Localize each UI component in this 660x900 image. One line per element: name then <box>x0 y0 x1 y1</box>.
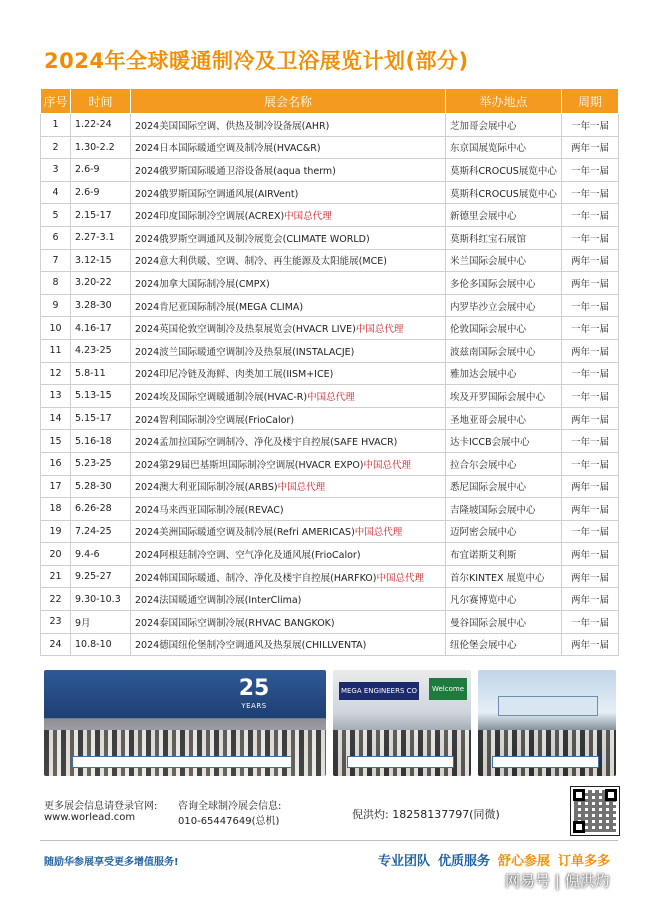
cell-cycle: 一年一届 <box>562 611 619 634</box>
exhibition-name: 2024英国伦敦空调制冷及热泵展览会(HVACR LIVE) <box>135 324 356 336</box>
cell-venue: 悉尼国际会展中心 <box>446 475 562 498</box>
exhibition-name: 2024肯尼亚国际制冷展(MEGA CLIMA) <box>135 301 304 313</box>
cell-date: 6.26-28 <box>71 498 131 521</box>
cell-name <box>131 475 446 498</box>
main-phone: 010-65447649(总机) <box>178 816 280 827</box>
billboard <box>498 696 598 716</box>
exhibition-name: 2024俄罗斯国际暖通卫浴设备展(aqua therm) <box>135 165 336 177</box>
cell-venue: 伦敦国际会展中心 <box>446 317 562 340</box>
exhibition-name: 2024智利国际制冷空调展(FrioCalor) <box>135 414 295 426</box>
cell-no: 10 <box>41 317 71 340</box>
cell-date: 9.25-27 <box>71 565 131 588</box>
slogan-item: 专业团队 <box>378 854 431 869</box>
cell-date: 2.6-9 <box>71 181 131 204</box>
table-row <box>41 362 619 385</box>
cell-no: 15 <box>41 430 71 453</box>
exhibition-name: 2024美洲国际暖通空调及制冷展(Refri AMERICAS) <box>135 527 355 539</box>
cell-no: 13 <box>41 385 71 408</box>
exhibition-name: 2024埃及国际空调暖通制冷展(HVAC-R) <box>135 391 308 403</box>
exhibition-name: 2024印度国际制冷空调展(ACREX) <box>135 211 285 223</box>
table-header-row <box>41 89 619 114</box>
table-row <box>41 114 619 137</box>
page-title: 2024年全球暖通制冷及卫浴展览计划(部分) <box>44 49 469 73</box>
header-date: 时间 <box>71 89 131 114</box>
cell-no: 1 <box>41 114 71 137</box>
cell-venue: 纽伦堡会展中心 <box>446 633 562 656</box>
table-row <box>41 339 619 362</box>
cell-no: 24 <box>41 633 71 656</box>
exhibition-name: 2024泰国国际空调制冷展(RHVAC BANGKOK) <box>135 617 335 629</box>
agent-badge: 中国总代理 <box>363 459 412 471</box>
photo-booth-group <box>333 670 471 776</box>
cell-name <box>131 565 446 588</box>
table-row <box>41 430 619 453</box>
cell-name <box>131 114 446 137</box>
table-row <box>41 407 619 430</box>
cell-name <box>131 498 446 521</box>
table-body <box>41 114 619 656</box>
exhibition-name: 2024加拿大国际制冷展(CMPX) <box>135 278 270 290</box>
cell-venue: 内罗毕沙立会展中心 <box>446 294 562 317</box>
table-row <box>41 159 619 182</box>
cell-cycle: 一年一届 <box>562 204 619 227</box>
cell-no: 21 <box>41 565 71 588</box>
cell-date: 9.30-10.3 <box>71 588 131 611</box>
cell-cycle: 一年一届 <box>562 159 619 182</box>
table-row <box>41 181 619 204</box>
header-name: 展会名称 <box>131 89 446 114</box>
cell-name <box>131 520 446 543</box>
cell-no: 2 <box>41 136 71 159</box>
cell-cycle: 一年一届 <box>562 317 619 340</box>
cell-no: 3 <box>41 159 71 182</box>
cell-venue: 达卡ICCB会展中心 <box>446 430 562 453</box>
cell-date: 5.13-15 <box>71 385 131 408</box>
consult-label: 咨询全球制冷展会信息: <box>178 801 282 812</box>
cell-name <box>131 159 446 182</box>
cell-cycle: 两年一届 <box>562 565 619 588</box>
agent-badge: 中国总代理 <box>284 211 332 223</box>
cell-name <box>131 362 446 385</box>
cell-date: 2.27-3.1 <box>71 226 131 249</box>
cell-date: 1.30-2.2 <box>71 136 131 159</box>
cell-venue: 首尔KINTEX 展览中心 <box>446 565 562 588</box>
cell-cycle: 两年一届 <box>562 633 619 656</box>
footer-slogans <box>378 850 618 869</box>
cell-no: 9 <box>41 294 71 317</box>
website-link[interactable]: www.worlead.com <box>44 812 136 823</box>
cell-cycle: 一年一届 <box>562 226 619 249</box>
cell-date: 7.24-25 <box>71 520 131 543</box>
cell-cycle: 一年一届 <box>562 452 619 475</box>
cell-no: 4 <box>41 181 71 204</box>
cell-venue: 波兹南国际会展中心 <box>446 339 562 362</box>
cell-cycle: 两年一届 <box>562 136 619 159</box>
cell-cycle: 两年一届 <box>562 475 619 498</box>
table-row <box>41 317 619 340</box>
cell-date: 10.8-10 <box>71 633 131 656</box>
footer-tagline: 随励华参展享受更多增值服务! <box>44 857 179 868</box>
cell-cycle: 两年一届 <box>562 272 619 295</box>
cell-no: 19 <box>41 520 71 543</box>
cell-venue: 埃及开罗国际会展中心 <box>446 385 562 408</box>
cell-date: 9.4-6 <box>71 543 131 566</box>
cell-venue: 新德里会展中心 <box>446 204 562 227</box>
agent-badge: 中国总代理 <box>307 391 355 403</box>
contact-person-phone: 倪洪灼: 18258137797(同微) <box>352 808 500 821</box>
table-row <box>41 543 619 566</box>
cell-date: 2.15-17 <box>71 204 131 227</box>
slogan-item: 订单多多 <box>558 854 611 869</box>
table-row <box>41 452 619 475</box>
more-info-label: 更多展会信息请登录官网: <box>44 801 158 812</box>
exhibition-name: 2024印尼冷链及海鲜、肉类加工展(IISM+ICE) <box>135 369 334 381</box>
cell-no: 6 <box>41 226 71 249</box>
agent-badge: 中国总代理 <box>354 527 403 539</box>
cell-cycle: 一年一届 <box>562 385 619 408</box>
cell-name <box>131 588 446 611</box>
table-row <box>41 520 619 543</box>
exhibition-name: 2024孟加拉国际空调制冷、净化及楼宇自控展(SAFE HVACR) <box>135 437 398 449</box>
table-row <box>41 498 619 521</box>
exhibition-name: 2024波兰国际暖通空调制冷及热泵展(INSTALACJE) <box>135 346 355 358</box>
exhibition-name: 2024第29届巴基斯坦国际制冷空调展(HVACR EXPO) <box>135 459 364 471</box>
cell-cycle: 两年一届 <box>562 498 619 521</box>
cell-name <box>131 294 446 317</box>
exhibition-name: 2024阿根廷制冷空调、空气净化及通风展(FrioCalor) <box>135 550 361 562</box>
cell-venue: 曼谷国际会展中心 <box>446 611 562 634</box>
cell-cycle: 一年一届 <box>562 520 619 543</box>
cell-no: 17 <box>41 475 71 498</box>
cell-cycle: 两年一届 <box>562 407 619 430</box>
cell-no: 23 <box>41 611 71 634</box>
table-row <box>41 588 619 611</box>
cell-no: 11 <box>41 339 71 362</box>
agent-badge: 中国总代理 <box>277 482 326 494</box>
photo-team-group <box>478 670 616 776</box>
cell-venue: 芝加哥会展中心 <box>446 114 562 137</box>
cell-venue: 东京国展览际中心 <box>446 136 562 159</box>
cell-no: 7 <box>41 249 71 272</box>
cell-cycle: 两年一届 <box>562 249 619 272</box>
agent-badge: 中国总代理 <box>376 572 425 584</box>
exhibition-name: 2024韩国国际暖通、制冷、净化及楼宇自控展(HARFKO) <box>135 572 377 584</box>
exhibition-name: 2024德国纽伦堡制冷空调通风及热泵展(CHILLVENTA) <box>135 640 367 652</box>
booth-sign: MEGA ENGINEERS CO <box>339 682 419 700</box>
cell-venue: 迈阿密会展中心 <box>446 520 562 543</box>
cell-no: 8 <box>41 272 71 295</box>
cell-name <box>131 181 446 204</box>
cell-date: 3.20-22 <box>71 272 131 295</box>
cell-name <box>131 249 446 272</box>
cell-date: 5.28-30 <box>71 475 131 498</box>
cell-no: 12 <box>41 362 71 385</box>
cell-no: 5 <box>41 204 71 227</box>
exhibition-name: 2024澳大利亚国际制冷展(ARBS) <box>135 482 278 494</box>
cell-name <box>131 633 446 656</box>
cell-cycle: 一年一届 <box>562 294 619 317</box>
header-venue: 举办地点 <box>446 89 562 114</box>
table-row <box>41 475 619 498</box>
cell-venue: 莫斯科CROCUS展览中心 <box>446 181 562 204</box>
table-row <box>41 565 619 588</box>
table-row <box>41 633 619 656</box>
cell-venue: 凡尔赛博览中心 <box>446 588 562 611</box>
cell-name <box>131 407 446 430</box>
exhibition-name: 2024俄罗斯空调通风及制冷展览会(CLIMATE WORLD) <box>135 233 370 245</box>
cell-date: 3.28-30 <box>71 294 131 317</box>
cell-venue: 圣地亚哥会展中心 <box>446 407 562 430</box>
header-cycle: 周期 <box>562 89 619 114</box>
cell-date: 5.15-17 <box>71 407 131 430</box>
divider <box>40 840 618 841</box>
cell-venue: 米兰国际会展中心 <box>446 249 562 272</box>
cell-venue: 雅加达会展中心 <box>446 362 562 385</box>
cell-cycle: 一年一届 <box>562 181 619 204</box>
cell-venue: 拉合尔会展中心 <box>446 452 562 475</box>
agent-badge: 中国总代理 <box>355 324 404 336</box>
qr-code-icon[interactable] <box>570 786 620 836</box>
table-row <box>41 226 619 249</box>
photo-expo-group <box>44 670 326 776</box>
cell-date: 4.16-17 <box>71 317 131 340</box>
slogan-item: 舒心参展 <box>498 854 551 869</box>
exhibition-name: 2024俄罗斯国际空调通风展(AIRVent) <box>135 188 299 200</box>
watermark: 网易号 | 倪洪灼 <box>505 872 610 890</box>
cell-name <box>131 430 446 453</box>
cell-venue: 布宜诺斯艾利斯 <box>446 543 562 566</box>
cell-no: 20 <box>41 543 71 566</box>
cell-venue: 多伦多国际会展中心 <box>446 272 562 295</box>
table-row <box>41 272 619 295</box>
cell-no: 14 <box>41 407 71 430</box>
cell-date: 2.6-9 <box>71 159 131 182</box>
slogan-item: 优质服务 <box>438 854 491 869</box>
cell-name <box>131 452 446 475</box>
cell-date: 5.16-18 <box>71 430 131 453</box>
cell-date: 4.23-25 <box>71 339 131 362</box>
cell-date: 5.8-11 <box>71 362 131 385</box>
cell-name <box>131 543 446 566</box>
cell-no: 16 <box>41 452 71 475</box>
cell-venue: 吉隆坡国际会展中心 <box>446 498 562 521</box>
cell-name <box>131 339 446 362</box>
exhibition-name: 2024法国暖通空调制冷展(InterClima) <box>135 595 302 607</box>
cell-cycle: 一年一届 <box>562 114 619 137</box>
exhibition-name: 2024马来西亚国际制冷展(REVAC) <box>135 504 284 516</box>
cell-cycle: 一年一届 <box>562 362 619 385</box>
cell-date: 5.23-25 <box>71 452 131 475</box>
exhibition-name: 2024日本国际暖通空调及制冷展(HVAC&R) <box>135 143 321 155</box>
cell-name <box>131 136 446 159</box>
anniversary-logo: 25 YEARS <box>238 676 270 710</box>
cell-venue: 莫斯科红宝石展馆 <box>446 226 562 249</box>
cell-date: 9月 <box>71 611 131 634</box>
cell-cycle: 两年一届 <box>562 543 619 566</box>
cell-no: 22 <box>41 588 71 611</box>
cell-cycle: 两年一届 <box>562 339 619 362</box>
exhibition-name: 2024美国国际空调、供热及制冷设备展(AHR) <box>135 120 330 132</box>
table-row <box>41 385 619 408</box>
table-row <box>41 294 619 317</box>
cell-date: 1.22-24 <box>71 114 131 137</box>
cell-name <box>131 272 446 295</box>
cell-venue: 莫斯科CROCUS展览中心 <box>446 159 562 182</box>
cell-date: 3.12-15 <box>71 249 131 272</box>
table-row <box>41 136 619 159</box>
table-row <box>41 204 619 227</box>
exhibition-table <box>40 88 619 656</box>
exhibition-name: 2024意大利供暖、空调、制冷、再生能源及太阳能展(MCE) <box>135 256 387 268</box>
header-no: 序号 <box>41 89 71 114</box>
table-row <box>41 249 619 272</box>
cell-name <box>131 611 446 634</box>
table-row <box>41 611 619 634</box>
cell-cycle: 两年一届 <box>562 588 619 611</box>
cell-cycle: 一年一届 <box>562 430 619 453</box>
cell-name <box>131 385 446 408</box>
cell-name <box>131 204 446 227</box>
cell-name <box>131 226 446 249</box>
welcome-sign: Welcome <box>429 678 467 700</box>
cell-name <box>131 317 446 340</box>
cell-no: 18 <box>41 498 71 521</box>
